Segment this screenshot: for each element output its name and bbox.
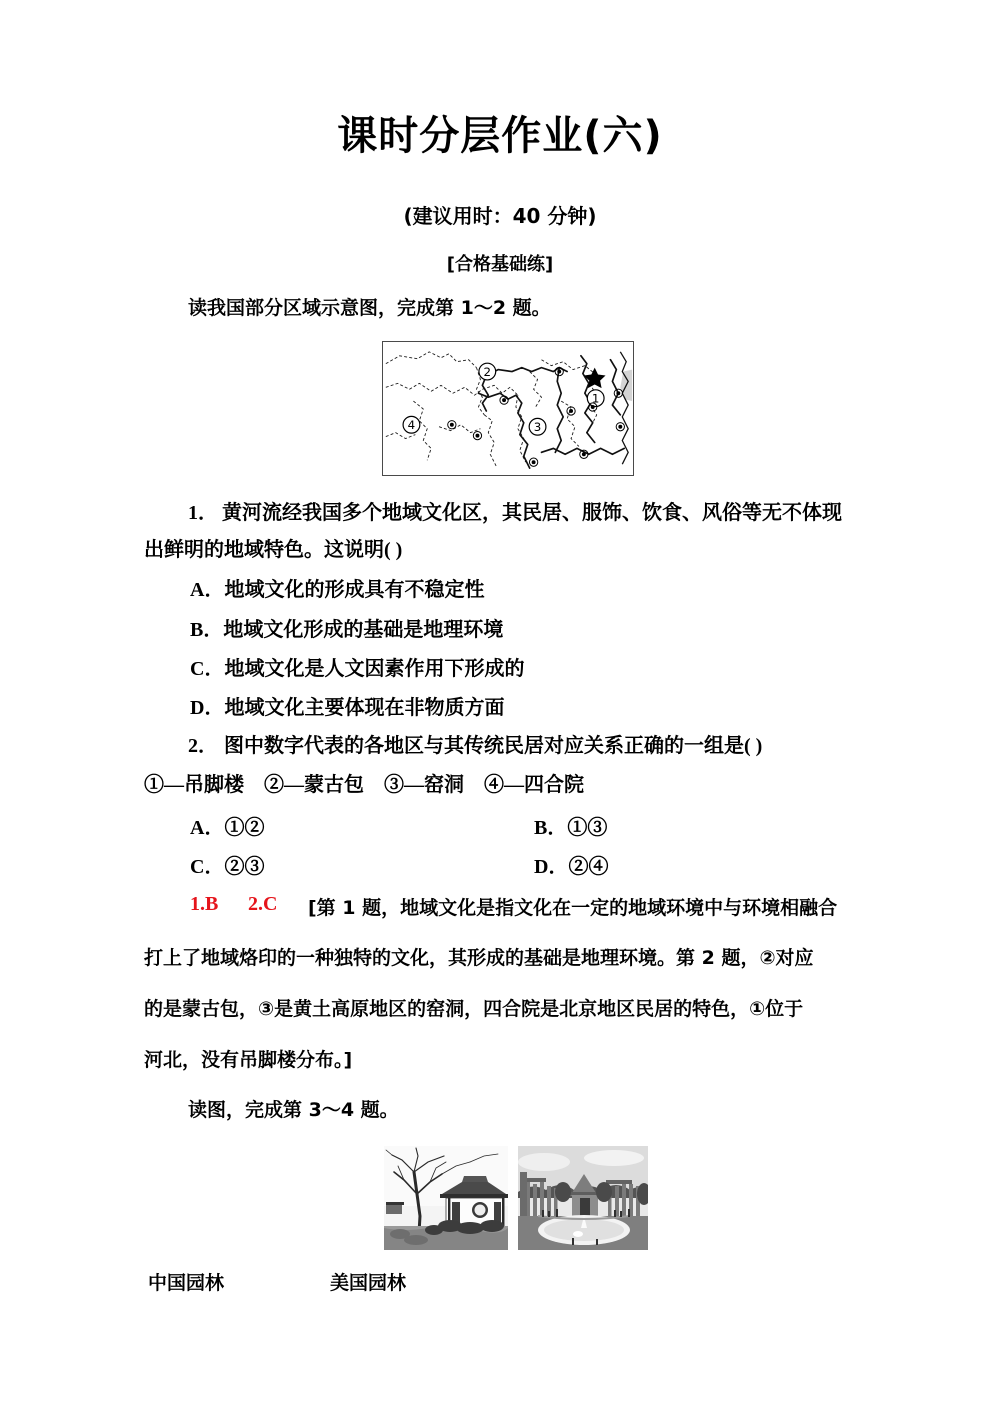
page-title: 课时分层作业(六): [337, 113, 663, 159]
question-2-option-a[interactable]: A．①②: [190, 817, 265, 839]
question-2-option-d[interactable]: D．②④: [534, 856, 609, 878]
caption-american-garden: 美国园林: [330, 1272, 407, 1294]
section-tag: [合格基础练]: [446, 254, 554, 275]
question-1-option-b[interactable]: B．地域文化形成的基础是地理环境: [190, 619, 504, 641]
region-map-figure: [382, 341, 634, 476]
explanation-line-3: 的是蒙古包，③是黄土高原地区的窑洞，四合院是北京地区民居的特色，①位于: [144, 998, 804, 1020]
answer-question-2: 2.C: [248, 893, 278, 915]
map-region-label-2: [479, 363, 496, 380]
answer-question-1: 1.B: [190, 893, 219, 915]
question-1-number: 1．: [188, 502, 218, 524]
region-map-svg: [383, 342, 633, 475]
group1-lead-text: 读我国部分区域示意图，完成第 1～2 题。: [188, 297, 551, 319]
explanation-line-4: 河北，没有吊脚楼分布。]: [144, 1049, 353, 1071]
explanation-line-1: [第 1 题，地域文化是指文化在一定的地域环境中与环境相融合: [308, 897, 838, 919]
map-region-label-4: [403, 416, 420, 433]
svg-text:1: 1: [591, 391, 600, 406]
svg-text:2: 2: [483, 364, 492, 379]
question-2-option-b[interactable]: B．①③: [534, 817, 608, 839]
question-1-stem-line2: 出鲜明的地域特色。这说明( ): [144, 539, 403, 561]
question-2-stem: 图中数字代表的各地区与其传统民居对应关系正确的一组是( ): [224, 735, 763, 757]
question-1-option-d[interactable]: D．地域文化主要体现在非物质方面: [190, 697, 505, 719]
question-2-number: 2．: [188, 735, 218, 757]
caption-chinese-garden: 中国园林: [148, 1272, 225, 1294]
map-region-label-3: [529, 418, 546, 435]
question-1-option-a[interactable]: A．地域文化的形成具有不稳定性: [190, 579, 485, 601]
american-garden-photo: [518, 1146, 648, 1250]
suggested-time-note: (建议用时：40 分钟): [403, 204, 597, 228]
svg-text:4: 4: [407, 418, 416, 433]
svg-text:3: 3: [533, 420, 542, 435]
question-1-option-c[interactable]: C．地域文化是人文因素作用下形成的: [190, 658, 525, 680]
group2-lead-text: 读图，完成第 3～4 题。: [188, 1099, 399, 1121]
chinese-garden-photo: [384, 1146, 508, 1250]
question-1-stem: 黄河流经我国多个地域文化区，其民居、服饰、饮食、风俗等无不体现: [222, 502, 842, 524]
question-2-pairs: ①—吊脚楼 ②—蒙古包 ③—窑洞 ④—四合院: [144, 774, 584, 796]
explanation-line-2: 打上了地域烙印的一种独特的文化，其形成的基础是地理环境。第 2 题，②对应: [144, 947, 814, 969]
question-2-option-c[interactable]: C．②③: [190, 856, 265, 878]
